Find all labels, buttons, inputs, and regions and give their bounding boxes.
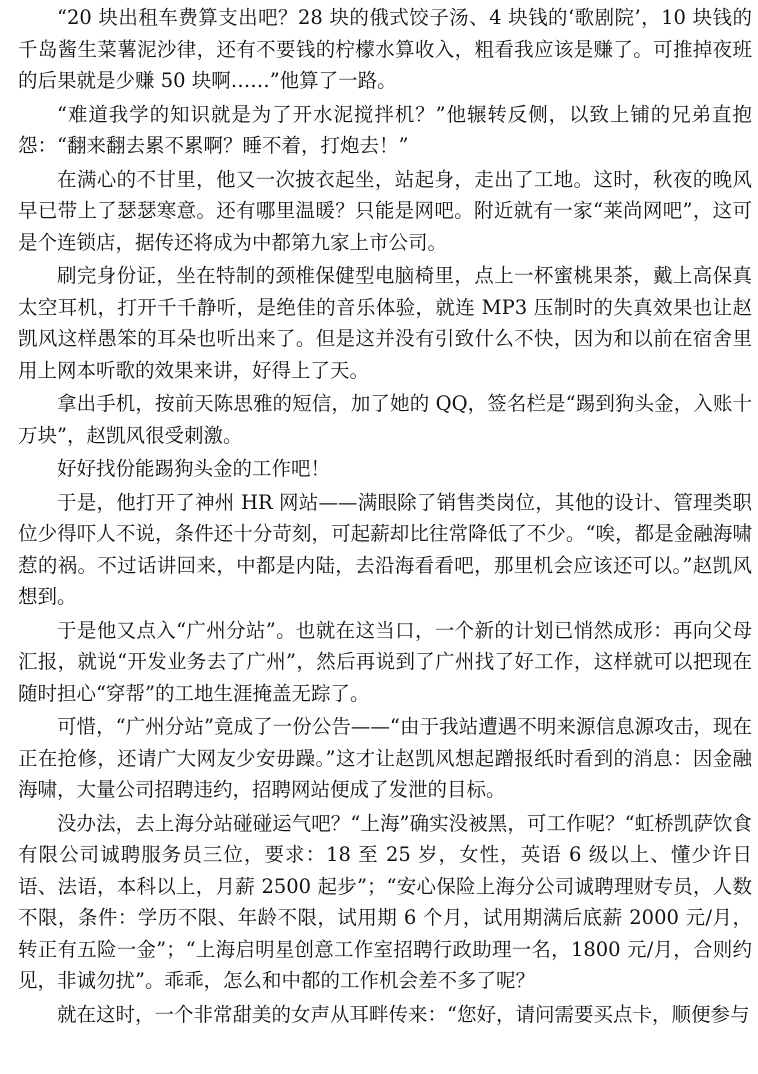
paragraph-3: 在满心的不甘里，他又一次披衣起坐，站起身，走出了工地。这时，秋夜的晚风早已带上了瑟瑟寒意。还有哪里温暖？只能是网吧。附近就有一家“莱尚网吧”，这可是个连锁店，据传还将成为中都第九家上市公司。 [18,167,752,254]
paragraph-5: 拿出手机，按前天陈思雅的短信，加了她的 QQ，签名栏是“踢到狗头金，入账十万块”，赵凯风很受刺激。 [18,392,752,447]
paragraph-9: 可惜，“广州分站”竟成了一份公告——“由于我站遭遇不明来源信息源攻击，现在正在抢修，还请广大网友少安毋躁。”这才让赵凯风想起蹭报纸时看到的消息：因金融海啸，大量公司招聘违约，招聘网站便成了发泄的目标。 [18,715,752,801]
paragraph-2: “难道我学的知识就是为了开水泥搅拌机？”他辗转反侧，以致上铺的兄弟直抱怨：“翻来翻去累不累啊？睡不着，打炮去！” [18,102,752,157]
paragraph-7: 于是，他打开了神州 HR 网站——满眼除了销售类岗位，其他的设计、管理类职位少得吓人不说，条件还十分苛刻，可起薪却比往常降低了不少。“唉，都是金融海啸惹的祸。不过话讲回来，中都是内陆，去沿海看看吧，那里机会应该还可以。”赵凯风想到。 [18,490,752,608]
paragraph-4: 刷完身份证，坐在特制的颈椎保健型电脑椅里，点上一杯蜜桃果茶，戴上高保真太空耳机，打开千千静听，是绝佳的音乐体验，就连 MP3 压制时的失真效果也让赵凯风这样愚笨的耳朵也听出来了。但是这并没有引致什么不快，因为和以前在宿舍里用上网本听歌的效果来讲，好得上了天。 [18,264,752,382]
paragraph-6: 好好找份能踢狗头金的工作吧！ [57,457,331,480]
paragraph-11: 就在这时，一个非常甜美的女声从耳畔传来：“您好，请问需要买点卡，顺便参与 [57,1002,750,1026]
paragraph-10: 没办法，去上海分站碰碰运气吧？“上海”确实没被黑，可工作呢？“虹桥凯萨饮食有限公司诚聘服务员三位，要求：18 至 25 岁，女性，英语 6 级以上、懂少许日语、法语，本科以上，月薪 2500 起步”；“安心保险上海分公司诚聘理财专员，人数不限，条件：学历不限、年龄不限，试用期 6 个月，试用期满后底薪 2000 元/月，转正有五险一金”；“上海启明星创意工作室招聘行政助理一名，1800 元/月，合则约见，非诚勿扰”。乖乖，怎么和中都的工作机会差不多了呢？ [18,811,752,992]
paragraph-1: “20 块出租车费算支出吧？28 块的俄式饺子汤、4 块钱的‘歌剧院’，10 块钱的千岛酱生菜薯泥沙律，还有不要钱的柠檬水算收入，粗看我应该是赚了。可推掉夜班的后果就是少赚 50 块啊……”他算了一路。 [18,6,752,92]
paragraph-8: 于是他又点入“广州分站”。也就在这当口，一个新的计划已悄然成形：再向父母汇报，就说“开发业务去了广州”，然后再说到了广州找了好工作，这样就可以把现在随时担心“穿帮”的工地生涯掩盖无踪了。 [18,618,752,705]
